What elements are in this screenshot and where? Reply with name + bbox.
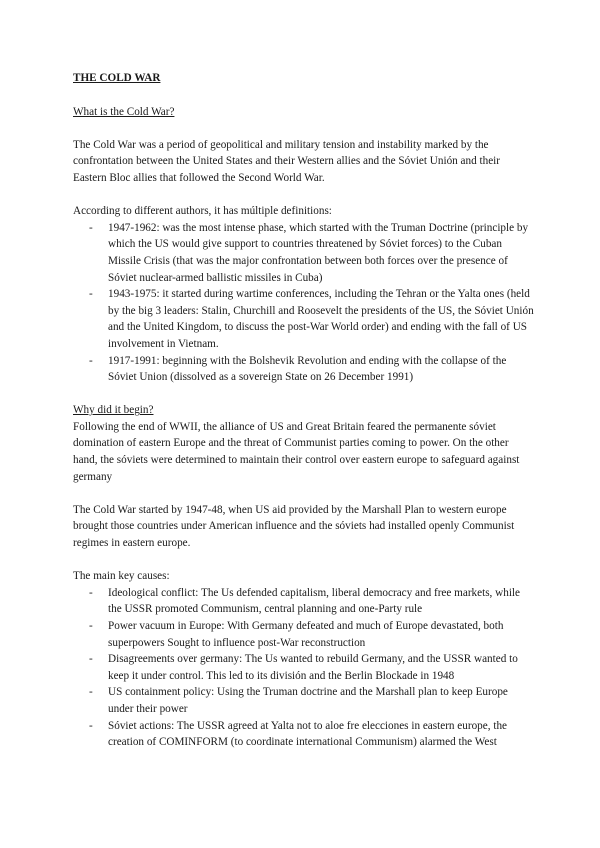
intro-paragraph: The Cold War was a period of geopolitical and military tension and instability marked by the confrontation between the United States and their Western allies and the Sóviet Unión and their Eastern Bloc allies that followed the Second World War. [73, 138, 501, 184]
section-heading-what-is: What is the Cold War? [73, 105, 175, 118]
cause-item: - Ideological conflict: The Us defended capitalism, liberal democracy and free markets, while the USSR promoted Communism, central planning and one-Party rule [108, 585, 535, 618]
definitions-lead: According to different authors, it has múltiple definitions: [73, 205, 332, 218]
why-paragraph-1: Following the end of WWII, the alliance of US and Great Britain feared the permanente sóviet domination of eastern Europe and the threat of Communist parties coming to power. On the other hand, the sóviets were determined to maintain their control over eastern europe to safeguard against germany [73, 420, 520, 483]
spacer [73, 187, 535, 204]
cause-item: - Disagreements over germany: The Us wanted to rebuild Germany, and the USSR wanted to keep it under control. This led to its división and the Berlin Blockade in 1948 [108, 651, 535, 684]
definitions-list [73, 220, 535, 386]
causes-list [73, 585, 535, 751]
section-heading-why: Why did it begin? [73, 404, 154, 417]
why-paragraph-2: The Cold War started by 1947-48, when US aid provided by the Marshall Plan to western europe brought those countries under American influence and the sóviets had installed openly Communist regimes in eastern europe. [73, 503, 515, 550]
definition-item: - 1943-1975: it started during wartime conferences, including the Tehran or the Yalta ones (held by the big 3 leaders: Stalin, Churchill and Roosevelt the presidents of the US, the Sóviet Unión and the United Kingdom, to discuss the post-War World order) and ending with the fall of US involvement in Vietnam. [108, 286, 535, 352]
cause-item: - Sóviet actions: The USSR agreed at Yalta not to aloe fre elecciones in eastern europe, the creation of COMINFORM (to coordinate international Communism) alarmed the West [108, 718, 535, 751]
spacer [73, 552, 535, 569]
definition-item: - 1947-1962: was the most intense phase, which started with the Truman Doctrine (principle by which the US would give support to countries threatened by Sóviet forces) to the Cuban Missile Crisis (that was the major confrontation between both forces over the presence of Sóviet nuclear-armed ballistic missiles in Cuba) [108, 220, 535, 286]
spacer [73, 386, 535, 403]
spacer [73, 485, 535, 502]
spacer [73, 120, 535, 137]
cause-item: - US containment policy: Using the Truman doctrine and the Marshall plan to keep Europe under their power [108, 684, 535, 717]
definition-item: - 1917-1991: beginning with the Bolshevik Revolution and ending with the collapse of the Sóviet Union (dissolved as a sovereign State on 26 December 1991) [108, 353, 535, 386]
document-title: THE COLD WAR [73, 72, 161, 84]
causes-lead: The main key causes: [73, 570, 170, 583]
document-page [73, 70, 535, 751]
cause-item: - Power vacuum in Europe: With Germany defeated and much of Europe devastated, both superpowers Sought to influence post-War reconstruction [108, 618, 535, 651]
